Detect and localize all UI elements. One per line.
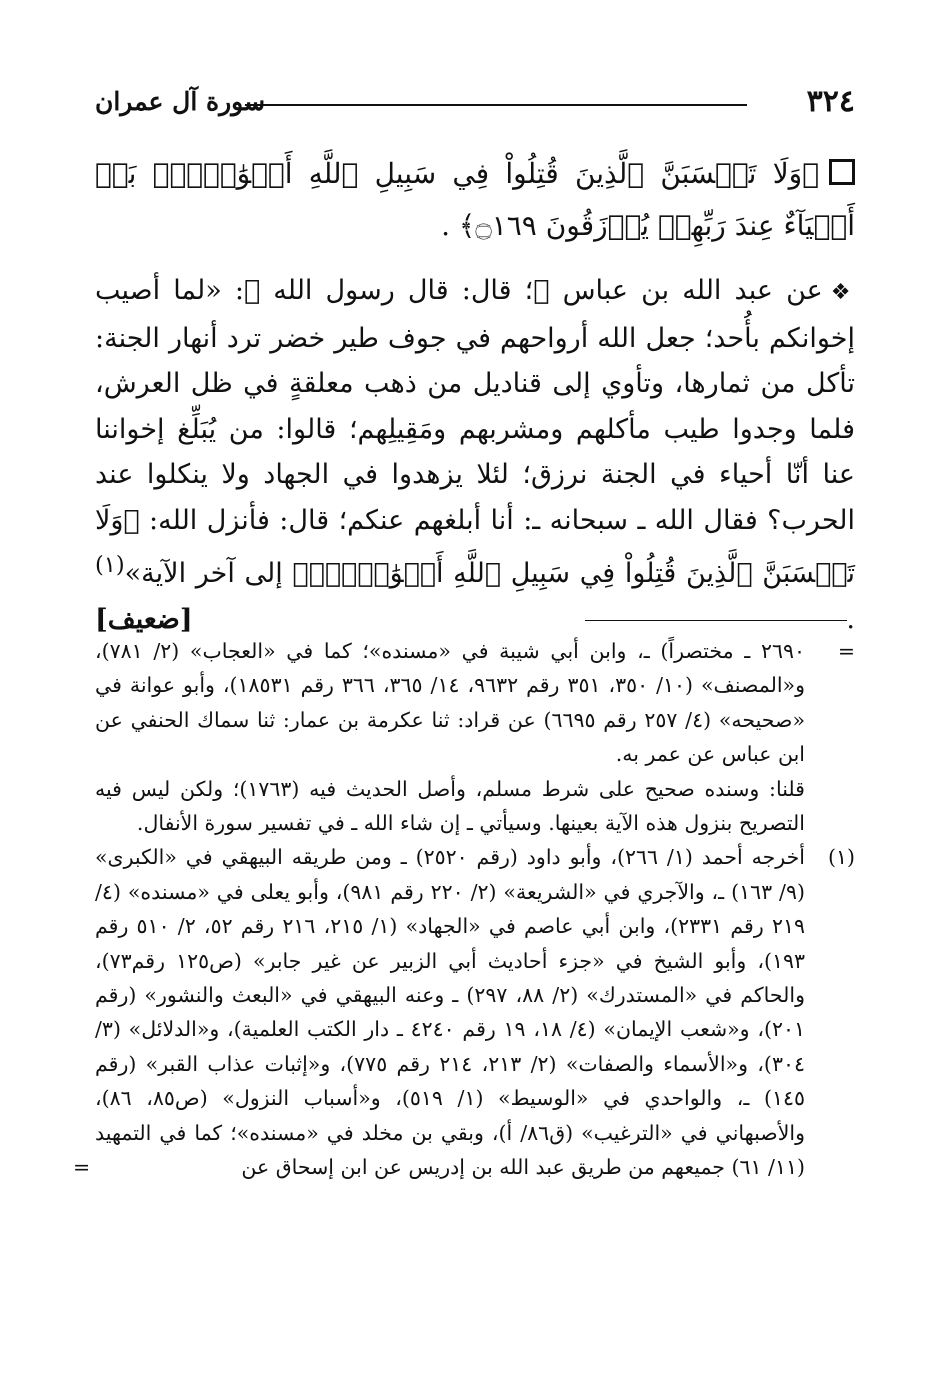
footnote-continued-text: ٢٦٩٠ ـ مختصراً) ـ، وابن أبي شيبة في «مسنده»؛ كما في «العجاب» (٢/ ٧٨١)، و«المصنف» (١٠/ ٣٥٠، ٣٥١ رقم ٩٦٣٢، ١٤/ ٣٦٥، ٣٦٦ رقم ١٨٥٣١)، وأبو عوانة في «صحيحه» (٤/ ٢٥٧ رقم ٦٦٩٥) عن قراد: ثنا عكرمة بن عمار: ثنا سماك الحنفي عن ابن عباس عن عمر به. [95, 639, 805, 767]
verse-block [95, 148, 855, 252]
square-bullet-icon [829, 159, 855, 185]
page-number: ٣٢٤ [806, 84, 855, 119]
hadith-text: عن عبد الله بن عباس ﵄؛ قال: قال رسول الله ﷺ: «لما أصيب إخوانكم بأُحد؛ جعل الله أرواحهم في جوف طير خضر ترد أنهار الجنة: تأكل من ثمارها، وتأوي إلى قناديل من ذهب معلقةٍ في ظل العرش، فلما وجدوا طيب مأكلهم ومشربهم ومَقِيلِهم؛ قالوا: من يُبَلِّغ إخواننا عنا أنّا أحياء في الجنة نرزق؛ لئلا يزهدوا في الجهاد ولا ينكلوا عند الحرب؟ فقال الله ـ سبحانه ـ: أنا أبلغهم عنكم؛ قال: فأنزل الله: ﴿وَلَا تَحۡسَبَنَّ ٱلَّذِينَ قُتِلُواْ فِي سَبِيلِ ٱللَّهِ أَمۡوَٰتَۢاۚ﴾ إلى آخر الآية» [95, 275, 856, 589]
continuation-mark: = [837, 639, 855, 663]
footnote-comment: قلنا: وسنده صحيح على شرط مسلم، وأصل الحديث فيه (١٧٦٣)؛ ولكن ليس فيه التصريح بنزول هذه الآية بعينها. وسيأتي ـ إن شاء الله ـ في تفسير سورة الأنفال. [95, 776, 805, 836]
footnote-1 [73, 840, 855, 1184]
verse-text: ﴿وَلَا تَحۡسَبَنَّ ٱلَّذِينَ قُتِلُواْ فِي سَبِيلِ ٱللَّهِ أَمۡوَٰتَۢاۚ بَلۡ أَحۡيَآءٌ عِندَ رَبِّهِمۡ يُرۡزَقُونَ ۝١٦٩﴾ . [95, 157, 855, 242]
footnote-1-text: أخرجه أحمد (١/ ٢٦٦)، وأبو داود (رقم ٢٥٢٠) ـ ومن طريقه البيهقي في «الكبرى» (٩/ ١٦٣) ـ، والآجري في «الشريعة» (٢/ ٢٢٠ رقم ٩٨١)، وأبو يعلى في «مسنده» (٤/ ٢١٩ رقم ٢٣٣١)، وابن أبي عاصم في «الجهاد» (١/ ٢١٥، ٢١٦ رقم ٥٢، ٢/ ٥١٠ رقم ١٩٣)، وأبو الشيخ في «جزء أحاديث أبي الزبير عن غير جابر» (ص١٢٥ رقم٧٣)، والحاكم في «المستدرك» (٢/ ٨٨، ٢٩٧) ـ وعنه البيهقي في «البعث والنشور» (رقم ٢٠١)، و«شعب الإيمان» (٤/ ١٨، ١٩ رقم ٤٢٤٠ ـ دار الكتب العلمية)، و«الدلائل» (٣/ ٣٠٤)، و«الأسماء والصفات» (٢/ ٢١٣، ٢١٤ رقم ٧٧٥)، و«إثبات عذاب القبر» (رقم ١٤٥) ـ، والواحدي في «الوسيط» (١/ ٥١٩)، و«أسباب النزول» (ص٨٥، ٨٦)، والأصبهاني في «الترغيب» (ق٨٦/ أ)، وبقي بن مخلد في «مسنده»؛ كما في التمهيد (١١/ ٦١) جميعهم من طريق عبد الله بن إدريس عن ابن إسحاق عن [95, 845, 806, 1180]
page-header [95, 82, 855, 122]
hadith-paragraph [95, 268, 855, 642]
footnote-1-mark: (١) [827, 845, 855, 870]
footnote-ref: (١) [95, 552, 125, 578]
footnote-continued [95, 634, 855, 840]
header-rule [245, 104, 747, 106]
diamond-bullet-icon: ❖ [830, 280, 855, 305]
footnotes [73, 634, 855, 1185]
continues-mark: = [73, 1155, 91, 1180]
surah-title: سورة آل عمران [95, 87, 266, 116]
grade-label: [ضعيف] [95, 603, 193, 635]
footnote-rule [585, 620, 847, 621]
hadith-end: . [846, 603, 855, 635]
